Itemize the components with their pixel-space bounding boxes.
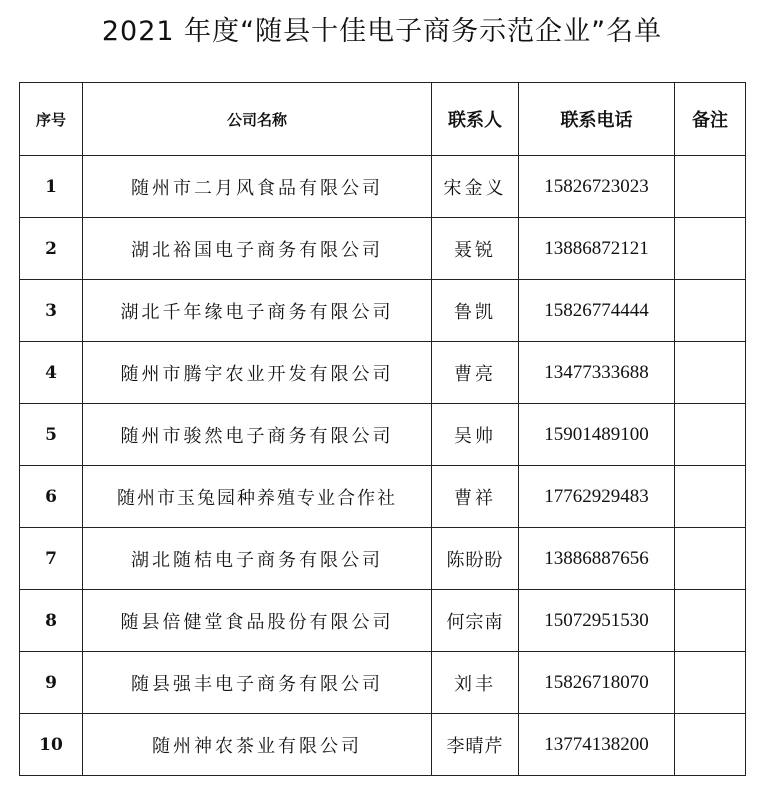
cell-company: 随州市二月风食品有限公司 — [83, 156, 432, 218]
cell-no: 7 — [20, 528, 83, 590]
table-row — [20, 528, 746, 590]
table-header — [20, 83, 746, 156]
cell-no: 5 — [20, 404, 83, 466]
cell-company: 随州市玉兔园种养殖专业合作社 — [83, 466, 432, 528]
table-row — [20, 714, 746, 776]
table-body — [20, 156, 746, 776]
cell-company: 湖北千年缘电子商务有限公司 — [83, 280, 432, 342]
table-row — [20, 156, 746, 218]
cell-no: 4 — [20, 342, 83, 404]
cell-phone: 17762929483 — [519, 466, 675, 528]
page-title: 2021 年度“随县十佳电子商务示范企业”名单 — [101, 16, 663, 47]
cell-company: 随州神农茶业有限公司 — [83, 714, 432, 776]
cell-contact: 聂锐 — [432, 218, 519, 280]
company-list-table — [19, 82, 746, 776]
cell-no: 3 — [20, 280, 83, 342]
cell-contact: 宋金义 — [432, 156, 519, 218]
cell-no: 9 — [20, 652, 83, 714]
cell-note — [675, 590, 746, 652]
cell-phone: 15826718070 — [519, 652, 675, 714]
cell-company: 随县强丰电子商务有限公司 — [83, 652, 432, 714]
cell-note — [675, 404, 746, 466]
cell-no: 6 — [20, 466, 83, 528]
cell-no: 10 — [20, 714, 83, 776]
cell-no: 2 — [20, 218, 83, 280]
cell-note — [675, 342, 746, 404]
cell-phone: 13886887656 — [519, 528, 675, 590]
cell-note — [675, 466, 746, 528]
cell-phone: 15072951530 — [519, 590, 675, 652]
cell-company: 湖北随桔电子商务有限公司 — [83, 528, 432, 590]
header-no: 序号 — [20, 83, 83, 156]
cell-company: 湖北裕国电子商务有限公司 — [83, 218, 432, 280]
cell-contact: 陈盼盼 — [432, 528, 519, 590]
cell-contact: 吴帅 — [432, 404, 519, 466]
cell-company: 随州市腾宇农业开发有限公司 — [83, 342, 432, 404]
cell-contact: 鲁凯 — [432, 280, 519, 342]
cell-phone: 15826723023 — [519, 156, 675, 218]
cell-phone: 15826774444 — [519, 280, 675, 342]
cell-contact: 何宗南 — [432, 590, 519, 652]
cell-phone: 15901489100 — [519, 404, 675, 466]
cell-company: 随县倍健堂食品股份有限公司 — [83, 590, 432, 652]
cell-company: 随州市骏然电子商务有限公司 — [83, 404, 432, 466]
header-company: 公司名称 — [83, 83, 432, 156]
cell-no: 1 — [20, 156, 83, 218]
table-row — [20, 466, 746, 528]
cell-contact: 李晴芹 — [432, 714, 519, 776]
cell-contact: 曹亮 — [432, 342, 519, 404]
cell-note — [675, 218, 746, 280]
table-row — [20, 590, 746, 652]
header-contact: 联系人 — [432, 83, 519, 156]
table-row — [20, 218, 746, 280]
header-phone: 联系电话 — [519, 83, 675, 156]
cell-note — [675, 652, 746, 714]
header-note: 备注 — [675, 83, 746, 156]
cell-note — [675, 280, 746, 342]
table-row — [20, 652, 746, 714]
table-row — [20, 280, 746, 342]
cell-no: 8 — [20, 590, 83, 652]
header-row — [20, 83, 746, 156]
cell-contact: 刘丰 — [432, 652, 519, 714]
cell-note — [675, 714, 746, 776]
table-row — [20, 404, 746, 466]
cell-note — [675, 156, 746, 218]
table-row — [20, 342, 746, 404]
cell-contact: 曹祥 — [432, 466, 519, 528]
cell-phone: 13886872121 — [519, 218, 675, 280]
cell-phone: 13774138200 — [519, 714, 675, 776]
cell-phone: 13477333688 — [519, 342, 675, 404]
cell-note — [675, 528, 746, 590]
